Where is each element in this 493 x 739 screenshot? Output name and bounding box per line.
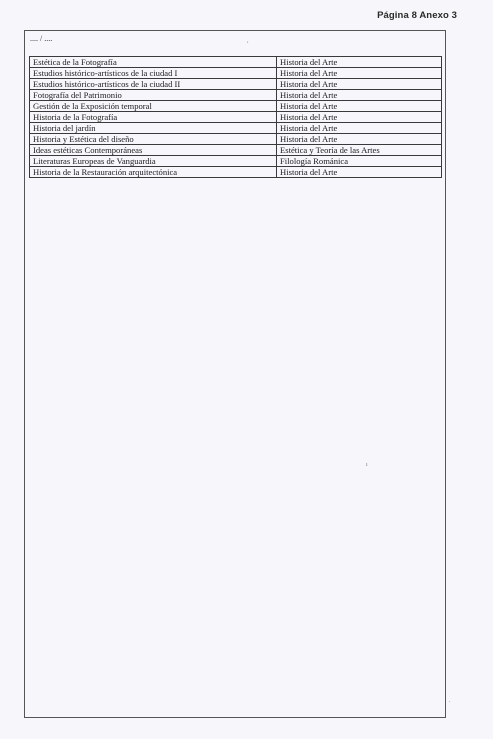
department-cell: Historia del Arte (277, 90, 442, 101)
continuation-mark: .... / .... (30, 34, 53, 43)
table-row (30, 156, 442, 167)
table-row (30, 112, 442, 123)
table-row (30, 101, 442, 112)
department-cell: Historia del Arte (277, 112, 442, 123)
table-row (30, 167, 442, 178)
department-cell: Historia del Arte (277, 123, 442, 134)
subject-cell: Estética de la Fotografía (30, 57, 277, 68)
table-row (30, 68, 442, 79)
subject-cell: Estudios histórico-artísticos de la ciudad II (30, 79, 277, 90)
subjects-table-body (30, 57, 442, 178)
table-row (30, 145, 442, 156)
subject-cell: Historia y Estética del diseño (30, 134, 277, 145)
table-row (30, 79, 442, 90)
subject-cell: Historia del jardín (30, 123, 277, 134)
scan-speck: , (247, 38, 249, 44)
subject-cell: Estudios histórico-artísticos de la ciudad I (30, 68, 277, 79)
table-row (30, 123, 442, 134)
subject-cell: Ideas estéticas Contemporáneas (30, 145, 277, 156)
subject-cell: Historia de la Restauración arquitectónica (30, 167, 277, 178)
subject-cell: Literaturas Europeas de Vanguardia (30, 156, 277, 167)
subject-cell: Fotografía del Patrimonio (30, 90, 277, 101)
department-cell: Historia del Arte (277, 167, 442, 178)
department-cell: Historia del Arte (277, 134, 442, 145)
department-cell: Historia del Arte (277, 79, 442, 90)
table-row (30, 134, 442, 145)
department-cell: Historia del Arte (277, 101, 442, 112)
scan-speck: . (449, 698, 451, 704)
department-cell: Filología Románica (277, 156, 442, 167)
department-cell: Estética y Teoría de las Artes (277, 145, 442, 156)
table-row (30, 57, 442, 68)
subject-cell: Gestión de la Exposición temporal (30, 101, 277, 112)
table-row (30, 90, 442, 101)
department-cell: Historia del Arte (277, 68, 442, 79)
page-header: Página 8 Anexo 3 (377, 10, 457, 21)
department-cell: Historia del Arte (277, 57, 442, 68)
subject-cell: Historia de la Fotografía (30, 112, 277, 123)
scan-speck: ı (366, 462, 368, 468)
subjects-table (29, 56, 442, 178)
